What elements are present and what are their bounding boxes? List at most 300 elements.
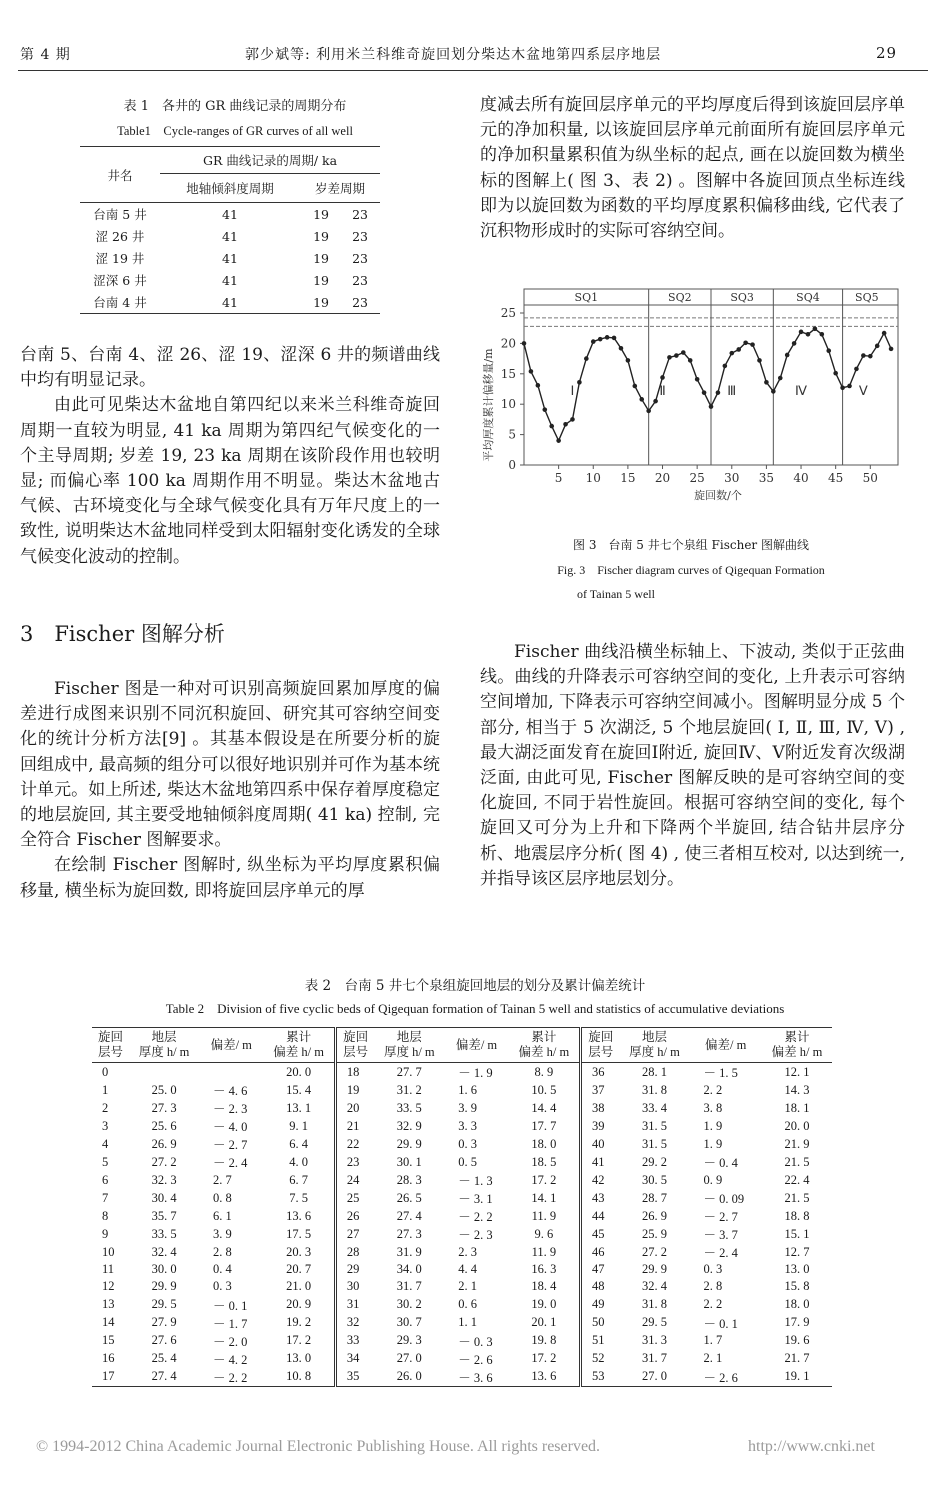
table2-cell: 17. 5 — [286, 1226, 312, 1241]
table2-head-cum-line1: 累计 — [286, 1030, 312, 1044]
table2-head-dev — [444, 1028, 508, 1063]
table2-cell: 27. 3 — [396, 1226, 422, 1241]
table2-cell: 18. 5 — [531, 1154, 557, 1169]
right-column-upper — [480, 93, 905, 244]
table2-cell: 47 — [581, 1261, 620, 1278]
table2-head-no-line1: 旋回 — [98, 1030, 124, 1044]
site-url[interactable]: http://www.cnki.net — [748, 1438, 875, 1455]
y-tick-label: 0 — [508, 458, 516, 472]
table2-cell: － 2. 7 — [703, 1210, 738, 1224]
table2-cell: 3. 9 — [213, 1226, 232, 1241]
table2-cell: － 1. 9 — [458, 1066, 493, 1080]
table2-cell: 0. 6 — [458, 1297, 478, 1312]
data-point — [861, 353, 866, 358]
table2-cell: 1. 9 — [703, 1118, 723, 1133]
table2-cell: 20. 7 — [286, 1262, 312, 1277]
table1-col-group: GR 曲线记录的周期/ ka — [160, 147, 380, 174]
table2-cell: 4. 0 — [289, 1154, 308, 1169]
x-axis-label: 旋回数/个 — [694, 489, 742, 502]
table2-cell: 29 — [335, 1261, 374, 1278]
table2-cell: 41 — [581, 1153, 620, 1171]
data-point — [667, 355, 672, 360]
table2-cell: － 2. 4 — [213, 1156, 248, 1170]
data-point — [757, 358, 762, 363]
table2-cell: 31. 5 — [642, 1136, 668, 1151]
data-point — [743, 340, 748, 345]
data-point — [695, 377, 700, 382]
table2-cell: 42 — [581, 1171, 620, 1189]
table2-cell: 0. 9 — [703, 1172, 723, 1187]
table2-cell: 29. 5 — [151, 1297, 177, 1312]
data-point — [709, 404, 714, 409]
table2-cell: 21 — [335, 1117, 374, 1135]
table2-cell: 1. 7 — [703, 1333, 723, 1348]
table2-cell: 31. 3 — [642, 1333, 668, 1348]
table2-cell: 1. 1 — [458, 1315, 478, 1330]
table2-head-thk-line1: 地层 — [642, 1030, 668, 1044]
table2-cell: － 1. 5 — [703, 1066, 738, 1080]
table2-cell: 31. 7 — [642, 1351, 668, 1366]
left-paragraph-1: 台南 5、台南 4、涩 26、涩 19、涩深 6 井的频谱曲线中均有明显记录。 — [20, 345, 440, 391]
table2-row — [92, 1314, 832, 1332]
data-point — [619, 346, 624, 351]
table2-cell: 34 — [335, 1350, 374, 1368]
table2-cell: 11 — [102, 1262, 115, 1277]
sequence-label: SQ1 — [574, 291, 599, 304]
x-tick-label: 40 — [793, 471, 809, 485]
table1-row — [80, 225, 380, 247]
table2-cell: 31. 8 — [642, 1082, 668, 1097]
table2-row — [92, 1135, 832, 1153]
table2-cell: － 0. 3 — [458, 1334, 493, 1349]
table2 — [92, 1027, 832, 1387]
y-tick-label: 20 — [500, 336, 516, 351]
data-point — [826, 348, 831, 353]
table2-cell: 18. 0 — [784, 1297, 810, 1312]
table2-cell: 9 — [102, 1226, 109, 1241]
table2-cell: 25. 4 — [151, 1351, 177, 1366]
table2-row — [92, 1243, 832, 1261]
data-point — [820, 332, 825, 337]
table2-head-cum — [263, 1028, 335, 1063]
table2-cell: － 1. 3 — [458, 1174, 493, 1188]
table2-cell: 49 — [581, 1296, 620, 1314]
table2-head-no-line2: 层号 — [343, 1045, 369, 1059]
table2-cell: 1. 9 — [703, 1136, 723, 1151]
page-number: 29 — [876, 44, 898, 62]
table2-cell: 50 — [581, 1314, 620, 1332]
sequence-label: SQ3 — [730, 291, 754, 304]
table2-cell: 13. 0 — [784, 1262, 810, 1277]
x-tick-label: 5 — [554, 471, 563, 485]
table2-cell: － 1. 7 — [213, 1316, 248, 1331]
table1-caption-en: Table1 Cycle-ranges of GR curves of all well — [117, 124, 353, 138]
table2-cell: 1 — [102, 1082, 109, 1097]
table2-cell: － 0. 1 — [703, 1316, 738, 1331]
table2-head-dev-label: 偏差/ m — [455, 1037, 498, 1052]
data-point — [736, 347, 741, 352]
table2-head-no-line2: 层号 — [98, 1045, 124, 1059]
data-point — [639, 397, 644, 402]
table2-row — [92, 1296, 832, 1314]
table2-cell: 17. 2 — [531, 1351, 557, 1366]
table2-cell: 20. 1 — [531, 1315, 557, 1330]
issue-label: 第 4 期 — [20, 47, 71, 63]
table2-cell: 2. 8 — [213, 1244, 232, 1259]
x-tick-label: 10 — [585, 471, 601, 485]
table2-cell: 29. 9 — [396, 1136, 422, 1151]
table2-cell: 12. 7 — [784, 1244, 810, 1259]
table2-cell: 31. 7 — [396, 1279, 422, 1294]
table2-cell: 20. 9 — [286, 1297, 312, 1312]
y-tick-label: 15 — [500, 366, 516, 381]
table2-cell: 29. 5 — [642, 1315, 668, 1330]
table2-cell: 16. 3 — [531, 1262, 557, 1277]
table2-cell: 17. 2 — [286, 1333, 312, 1348]
table2-cell: 12. 1 — [784, 1064, 810, 1079]
left-column — [20, 343, 440, 570]
header-rule — [18, 70, 928, 71]
table2-cell: 30. 2 — [396, 1297, 422, 1312]
table2-cell: － 0. 09 — [703, 1192, 745, 1206]
table1 — [80, 146, 380, 314]
data-point — [563, 422, 568, 427]
table2-cell: 4. 4 — [458, 1262, 478, 1277]
table2-cell: 27. 7 — [396, 1064, 422, 1079]
table2-row — [92, 1332, 832, 1350]
data-point — [889, 347, 894, 352]
table2-cell: 19. 2 — [286, 1315, 312, 1330]
table2-cell: 9. 1 — [289, 1118, 308, 1133]
table2-head-cum-line1: 累计 — [784, 1030, 810, 1044]
table2-cell: 29. 3 — [396, 1333, 422, 1348]
table2-cell: 9. 6 — [534, 1226, 554, 1241]
table2-cell: 4 — [102, 1136, 109, 1151]
table2-cell: 1. 6 — [458, 1082, 478, 1097]
data-point — [549, 424, 554, 429]
table2-cell: 31. 8 — [642, 1297, 668, 1312]
table1-cell-well: 涩 19 井 — [95, 251, 145, 266]
table2-cell: 6 — [102, 1172, 109, 1187]
table2-cell: 5 — [102, 1154, 109, 1169]
table2-row — [92, 1063, 832, 1082]
table2-cell: 28. 7 — [642, 1190, 668, 1205]
table2-cell: 25. 0 — [151, 1082, 177, 1097]
figure3-caption-en-2: of Tainan 5 well — [577, 587, 655, 601]
table2-head-cum-line1: 累计 — [531, 1030, 557, 1044]
running-title: 郭少斌等: 利用米兰科维奇旋回划分柴达木盆地第四系层序地层 — [245, 47, 662, 63]
table2-head-cum-line2: 偏差 h/ m — [518, 1045, 570, 1059]
table2-cell: 38 — [581, 1099, 620, 1117]
table2-cell: 17. 7 — [531, 1118, 557, 1133]
table2-cell: 22. 4 — [784, 1172, 810, 1187]
table2-cell: 29. 9 — [642, 1262, 668, 1277]
data-point — [868, 354, 873, 359]
right-column-lower — [480, 640, 905, 892]
table2-cell: 32. 9 — [396, 1118, 422, 1133]
table2-cell: 29. 2 — [642, 1154, 668, 1169]
data-point — [584, 356, 589, 361]
left-paragraph-3: Fischer 图是一种对可识别高频旋回累加厚度的偏差进行成图来识别不同沉积旋回、研究其可容纳空间变化的统计分析方法[9] 。其基本假设是在所要分析的旋回组成中, 最高频的组分可以很好地识别并可作为基本统计单元。如上所述, 柴达木盆地第四系中保存着厚度稳定的地层旋回, 其主要受地轴倾斜度周期( 41 ka) 控制, 完全符合 Fischer 图解要求。 — [20, 679, 440, 851]
table2-cell: 11. 9 — [531, 1244, 557, 1259]
table2-cell: 27. 3 — [151, 1100, 177, 1115]
table2-row — [92, 1207, 832, 1225]
table2-cell: 21. 9 — [784, 1136, 810, 1151]
data-point — [577, 380, 582, 385]
table1-cell-obliquity: 41 — [222, 228, 238, 244]
table2-row — [92, 1278, 832, 1295]
data-point — [646, 409, 651, 414]
x-tick-label: 15 — [620, 471, 636, 485]
table2-cell: 2. 2 — [703, 1082, 723, 1097]
table2-cell: 32 — [335, 1314, 374, 1332]
table2-cell: 33. 5 — [151, 1226, 177, 1241]
table2-cell: 27. 2 — [642, 1244, 668, 1259]
table1-cell-p2: 23 — [352, 206, 368, 222]
left-column-lower — [20, 677, 440, 904]
x-tick-label: 50 — [862, 471, 878, 485]
table2-cell: 18. 8 — [784, 1208, 810, 1223]
data-point — [536, 383, 541, 388]
table2-cell: 25. 6 — [151, 1118, 177, 1133]
table2-cell: 3. 3 — [458, 1118, 478, 1133]
table2-cell: 18. 4 — [531, 1279, 557, 1294]
table2-cell: 31 — [335, 1296, 374, 1314]
data-point — [591, 339, 596, 344]
table2-cell: 30 — [335, 1278, 374, 1295]
data-point — [626, 358, 631, 363]
table1-cell-obliquity: 41 — [222, 294, 238, 310]
table2-cell: 27 — [335, 1225, 374, 1243]
table2-cell: 30. 1 — [396, 1154, 422, 1169]
fischer-chart — [476, 285, 906, 505]
table1-cell-obliquity: 41 — [222, 250, 238, 266]
y-tick-label: 25 — [500, 306, 516, 320]
table2-cell: 44 — [581, 1207, 620, 1225]
table2-cell — [129, 1063, 199, 1082]
table2-row — [92, 1350, 832, 1368]
table2-cell: 27. 4 — [151, 1369, 177, 1384]
table2-head-dev — [199, 1028, 263, 1063]
table2-head-cum-line2: 偏差 h/ m — [771, 1045, 823, 1059]
table2-cell: 23 — [335, 1153, 374, 1171]
table2-cell: 3. 9 — [458, 1100, 478, 1115]
table1-cell-obliquity: 41 — [222, 272, 238, 288]
table2-cell: 37 — [581, 1081, 620, 1099]
table2-cell: 11. 9 — [531, 1208, 557, 1223]
table2-cell: 32. 4 — [151, 1244, 177, 1259]
table2-cell: － 3. 6 — [458, 1370, 493, 1385]
table2-cell: 19 — [335, 1081, 374, 1099]
table2-cell: 17. 9 — [784, 1315, 810, 1330]
table2-cell: 20. 0 — [286, 1064, 312, 1079]
table2-cell: 25. 9 — [642, 1226, 668, 1241]
data-point — [875, 344, 880, 349]
table2-cell: 28. 3 — [396, 1172, 422, 1187]
table2-head-thk-line2: 厚度 h/ m — [629, 1045, 680, 1059]
table2-cell: 3. 8 — [703, 1100, 723, 1115]
data-point — [723, 364, 728, 369]
table2-cell: 20 — [335, 1099, 374, 1117]
x-tick-label: 35 — [758, 471, 775, 485]
table2-cell: 21. 0 — [286, 1279, 312, 1294]
data-point — [570, 417, 575, 422]
table2-cell: 30. 0 — [151, 1262, 177, 1277]
table2-cell: 17 — [102, 1369, 115, 1384]
table1-caption-cn: 表 1 各井的 GR 曲线记录的周期分布 — [123, 99, 347, 114]
table2-row — [92, 1099, 832, 1117]
data-point — [785, 353, 790, 358]
table2-head-no — [92, 1028, 129, 1063]
table2-cell: 31. 5 — [642, 1118, 668, 1133]
table2-head-no — [581, 1028, 620, 1063]
table2-cell: 2. 7 — [213, 1172, 232, 1187]
data-point — [799, 330, 804, 335]
table2-row — [92, 1153, 832, 1171]
data-point — [522, 341, 527, 346]
table2-row — [92, 1117, 832, 1135]
data-point — [833, 371, 838, 376]
x-tick-label: 30 — [724, 471, 740, 485]
data-point — [660, 375, 665, 380]
data-point — [681, 350, 686, 355]
table2-cell: 15 — [102, 1333, 115, 1348]
table2-cell: － 3. 7 — [703, 1228, 738, 1242]
y-tick-label: 10 — [500, 397, 516, 412]
table2-cell: 21. 7 — [784, 1351, 810, 1366]
table2-cell: 0. 3 — [458, 1136, 478, 1151]
table2-cell: 0. 8 — [213, 1190, 232, 1205]
table2-cell: 36 — [581, 1063, 620, 1082]
table2-cell: 45 — [581, 1225, 620, 1243]
table2-head-thk-line1: 地层 — [396, 1030, 422, 1044]
table2-cell: 14. 1 — [531, 1190, 557, 1205]
left-paragraph-2: 由此可见柴达木盆地自第四纪以来米兰科维奇旋回周期一直较为明显, 41 ka 周期为第四纪气候变化的一个主导周期; 岁差 19, 23 ka 周期在该阶段作用也较明显; 而偏心率 100 ka 周期作用不明显。柴达木盆地古气候、古环境变化与全球气候变化具有万年尺度上的一致性, 说明柴达木盆地同样受到太阳辐射变化诱发的全球气候变化波动的控制。 — [20, 395, 440, 567]
table2-cell: 10. 5 — [531, 1082, 557, 1097]
data-point — [674, 353, 679, 358]
sequence-label: SQ4 — [796, 291, 820, 304]
table2-cell: 29. 9 — [151, 1279, 177, 1294]
table1-col-precession: 岁差周期 — [314, 181, 365, 196]
table2-cell: － 0. 1 — [213, 1298, 248, 1313]
table1-cell-p2: 23 — [352, 250, 368, 266]
data-point — [792, 341, 797, 346]
table2-cell: 6. 1 — [213, 1208, 232, 1223]
table2-cell: － 4. 2 — [213, 1352, 248, 1367]
table2-row — [92, 1225, 832, 1243]
table2-cell: 19. 6 — [784, 1333, 810, 1348]
table2-head-no-line1: 旋回 — [588, 1030, 614, 1044]
table1-cell-well: 台南 4 井 — [93, 295, 147, 310]
table2-cell: 10. 8 — [286, 1369, 312, 1384]
table2-row — [92, 1171, 832, 1189]
table2-cell: 34. 0 — [396, 1262, 422, 1277]
table2-row — [92, 1368, 832, 1387]
table2-cell: 19. 1 — [784, 1369, 810, 1384]
table2-cell: 0. 3 — [703, 1262, 723, 1277]
table2-cell: 6. 7 — [289, 1172, 308, 1187]
data-point — [605, 335, 610, 340]
table1-row — [80, 247, 380, 269]
table1-cell-obliquity: 41 — [222, 206, 238, 222]
y-axis-label: 平均厚度累计偏移量/m — [482, 348, 495, 462]
table2-cell: 53 — [581, 1368, 620, 1387]
table2-cell: 20. 0 — [784, 1118, 810, 1133]
table2-cell: 2. 8 — [703, 1279, 723, 1294]
table2-cell: 20. 3 — [286, 1244, 312, 1259]
table2-cell: 0. 3 — [213, 1279, 232, 1294]
table1-cell-well: 涩深 6 井 — [93, 273, 147, 288]
cycle-label: Ⅲ — [727, 383, 737, 399]
right-paragraph-2: Fischer 曲线沿横坐标轴上、下波动, 类似于正弦曲线。曲线的升降表示可容纳空间的变化, 上升表示可容纳空间增加, 下降表示可容纳空间减小。图解明显分成 5 个部分, 相当于 5 次湖泛, 5 个地层旋回( Ⅰ, Ⅱ, Ⅲ, Ⅳ, Ⅴ) , 最大湖泛面发育在旋回Ⅰ附近, 旋回Ⅳ、Ⅴ附近发育次级湖泛面, 由此可见, Fischer 图解反映的是可容纳空间的变化旋回, 不同于岩性旋回。根据可容纳空间的变化, 每个旋回又可分为上升和下降两个半旋回, 结合钻井层序分析、地震层序分析( 图 4) , 使三者相互校对, 以达到统一, 并指导该区层序地层划分。 — [480, 642, 905, 889]
table2-cell: 3 — [102, 1118, 109, 1133]
x-tick-label: 25 — [689, 471, 705, 485]
table2-head-cum — [509, 1028, 581, 1063]
table2-row — [92, 1261, 832, 1278]
data-point — [653, 399, 658, 404]
table2-cell: 48 — [581, 1278, 620, 1295]
table1-cell-p1: 19 — [313, 272, 330, 288]
table2-cell: 12 — [102, 1279, 115, 1294]
cycle-label: Ⅱ — [659, 383, 666, 399]
data-point — [854, 367, 859, 372]
table2-cell: 43 — [581, 1189, 620, 1207]
data-point — [529, 369, 534, 374]
table2-cell: 17. 2 — [531, 1172, 557, 1187]
table2-caption-en: Table 2 Division of five cyclic beds of Qigequan formation of Tainan 5 well and statistics of accumulative deviations — [165, 1001, 785, 1016]
data-point — [598, 337, 603, 342]
table2-cell: 13. 6 — [531, 1369, 557, 1384]
table2-cell: － 0. 4 — [703, 1156, 738, 1170]
table2-head-dev-label: 偏差/ m — [210, 1037, 252, 1052]
table2-cell: 14. 4 — [531, 1100, 557, 1115]
table2-cell: 30. 7 — [396, 1315, 422, 1330]
table2-cell: 30. 4 — [151, 1190, 177, 1205]
table2-head-no-line1: 旋回 — [343, 1030, 369, 1044]
data-point — [847, 384, 852, 389]
table1-cell-p1: 19 — [313, 250, 330, 266]
sequence-label: SQ2 — [668, 291, 692, 304]
table2-caption-cn: 表 2 台南 5 井七个泉组旋回地层的划分及累计偏差统计 — [304, 978, 646, 994]
table2-cell: 33. 4 — [642, 1100, 668, 1115]
table2-cell: 22 — [335, 1135, 374, 1153]
table2-cell: 39 — [581, 1117, 620, 1135]
table2-cell: 2. 1 — [703, 1351, 723, 1366]
table1-row — [80, 203, 380, 226]
table2-cell: 27. 2 — [151, 1154, 177, 1169]
table2-cell: 32. 3 — [151, 1172, 177, 1187]
data-point — [840, 385, 845, 390]
table2-cell: 0. 4 — [213, 1262, 232, 1277]
table2-cell: － 2. 2 — [213, 1370, 248, 1385]
data-point — [764, 380, 769, 385]
table2-head-dev-label: 偏差/ m — [705, 1037, 747, 1052]
table2-cell: 35. 7 — [151, 1208, 177, 1223]
table2-cell: 51 — [581, 1332, 620, 1350]
table1-col-obliquity: 地轴倾斜度周期 — [186, 181, 274, 196]
table2-row — [92, 1189, 832, 1207]
data-point — [542, 407, 547, 412]
table2-cell: 26 — [335, 1207, 374, 1225]
copyright: © 1994-2012 China Academic Journal Electronic Publishing House. All rights reserved. — [36, 1438, 601, 1455]
section-heading: 3 Fischer 图解分析 — [20, 622, 225, 646]
x-tick-label: 20 — [654, 471, 671, 485]
table2-cell: 13 — [102, 1297, 115, 1312]
table2-cell: 26. 0 — [396, 1369, 422, 1384]
table2-cell: － 4. 6 — [213, 1084, 248, 1098]
data-point — [633, 384, 638, 389]
table2-cell: 14. 3 — [784, 1082, 810, 1097]
